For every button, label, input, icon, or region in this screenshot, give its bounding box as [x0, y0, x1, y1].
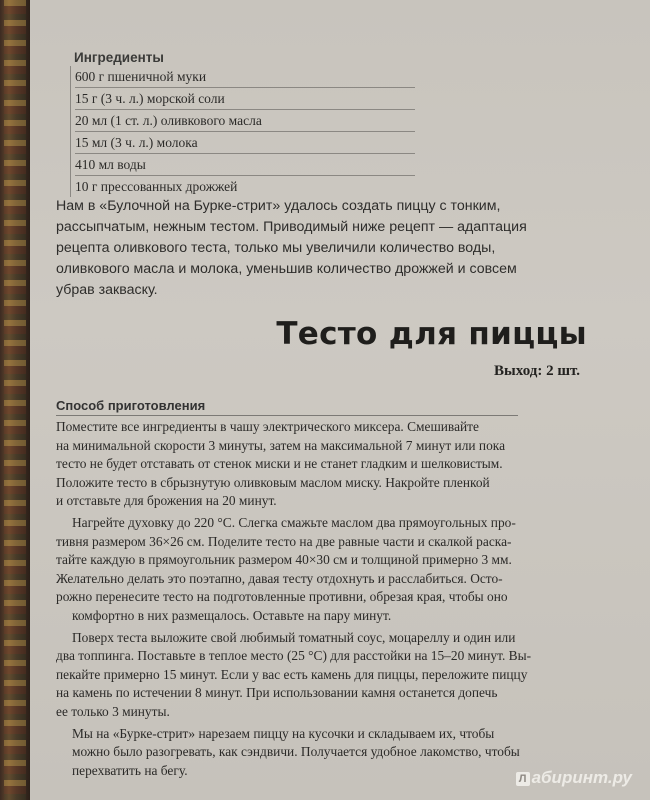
- ingredient-row: 20 мл (1 ст. л.) оливкового масла: [75, 110, 415, 132]
- intro-line: рецепта оливкового теста, только мы увеличили количество воды,: [56, 240, 496, 256]
- book-spine: [0, 0, 30, 800]
- method-text: [56, 418, 532, 780]
- intro-line: убрав закваску.: [56, 282, 158, 298]
- intro-line: Нам в «Булочной на Бурке-стрит» удалось создать пиццу с тонким,: [56, 198, 501, 214]
- ingredient-row: 15 г (3 ч. л.) морской соли: [75, 88, 415, 110]
- method-line: Мы на «Бурке-стрит» нарезаем пиццу на кусочки и складываем их, чтобы: [72, 725, 495, 741]
- method-title: Способ приготовления: [56, 398, 206, 413]
- method-line: Желательно делать это поэтапно, давая тесту отдохнуть и расслабиться. Осто-: [56, 570, 503, 586]
- method-line: Поместите все ингредиенты в чашу электрического миксера. Смешивайте: [56, 419, 479, 434]
- intro-paragraph: [56, 196, 556, 301]
- ingredient-row: 10 г прессованных дрожжей: [75, 179, 238, 194]
- intro-line: рассыпчатым, нежным тестом. Приводимый ниже рецепт — адаптация: [56, 219, 527, 235]
- labirint-logo-icon: Л: [516, 772, 530, 786]
- method-line: и отставьте для брожения на 20 минут.: [56, 493, 277, 509]
- ingredients-block: [70, 40, 415, 197]
- method-line: Поверх теста выложите свой любимый томатный соус, моцареллу и один или: [72, 629, 516, 645]
- recipe-title: Тесто для пиццы: [276, 316, 587, 352]
- watermark-text: абиринт.ру: [531, 768, 632, 787]
- labirint-watermark: [516, 768, 632, 788]
- ingredient-row: 15 мл (3 ч. л.) молока: [75, 132, 415, 154]
- recipe-yield: Выход: 2 шт.: [494, 363, 580, 379]
- method-line: пекайте примерно 15 минут. Если у вас есть камень для пиццы, переложите пиццу: [56, 666, 528, 682]
- ingredient-row: 600 г пшеничной муки: [75, 66, 415, 88]
- intro-line: оливкового масла и молока, уменьшив количество дрожжей и совсем: [56, 261, 517, 277]
- method-line: два топпинга. Поставьте в теплое место (25 °C) для расстойки на 15–20 минут. Вы-: [56, 648, 532, 664]
- method-line: ее только 3 минуты.: [56, 703, 170, 719]
- method-line: тивня размером 36×26 см. Поделите тесто на две равные части и скалкой раска-: [56, 533, 512, 549]
- spine-pattern: [4, 0, 26, 800]
- method-line: тесто не будет отставать от стенок миски и не станет гладким и шелковистым.: [56, 456, 503, 472]
- method-line: можно было разогревать, как сэндвичи. Получается удобное лакомство, чтобы: [72, 744, 520, 760]
- ingredients-title: Ингредиенты: [74, 50, 164, 65]
- method-line: Положите тесто в сбрызнутую оливковым маслом миску. Накройте пленкой: [56, 474, 490, 490]
- method-line: на минимальной скорости 3 минуты, затем на максимальной 7 минут или пока: [56, 437, 506, 453]
- ingredients-table: [70, 66, 415, 197]
- method-divider: [56, 415, 518, 416]
- method-line: рожно перенесите тесто на подготовленные противни, обрезая края, чтобы оно: [56, 589, 508, 605]
- method-line: тайте каждую в прямоугольник размером 40×30 см и толщиной примерно 3 мм.: [56, 552, 512, 568]
- method-line: Нагрейте духовку до 220 °C. Слегка смажьте маслом два прямоугольных про-: [72, 514, 516, 530]
- method-line: комфортно в них размещалось. Оставьте на пару минут.: [72, 607, 392, 623]
- book-page: [30, 0, 650, 800]
- method-line: перехватить на бегу.: [72, 762, 188, 778]
- ingredient-row: 410 мл воды: [75, 154, 415, 176]
- method-line: на камень по истечении 8 минут. При использовании камня останется допечь: [56, 685, 498, 701]
